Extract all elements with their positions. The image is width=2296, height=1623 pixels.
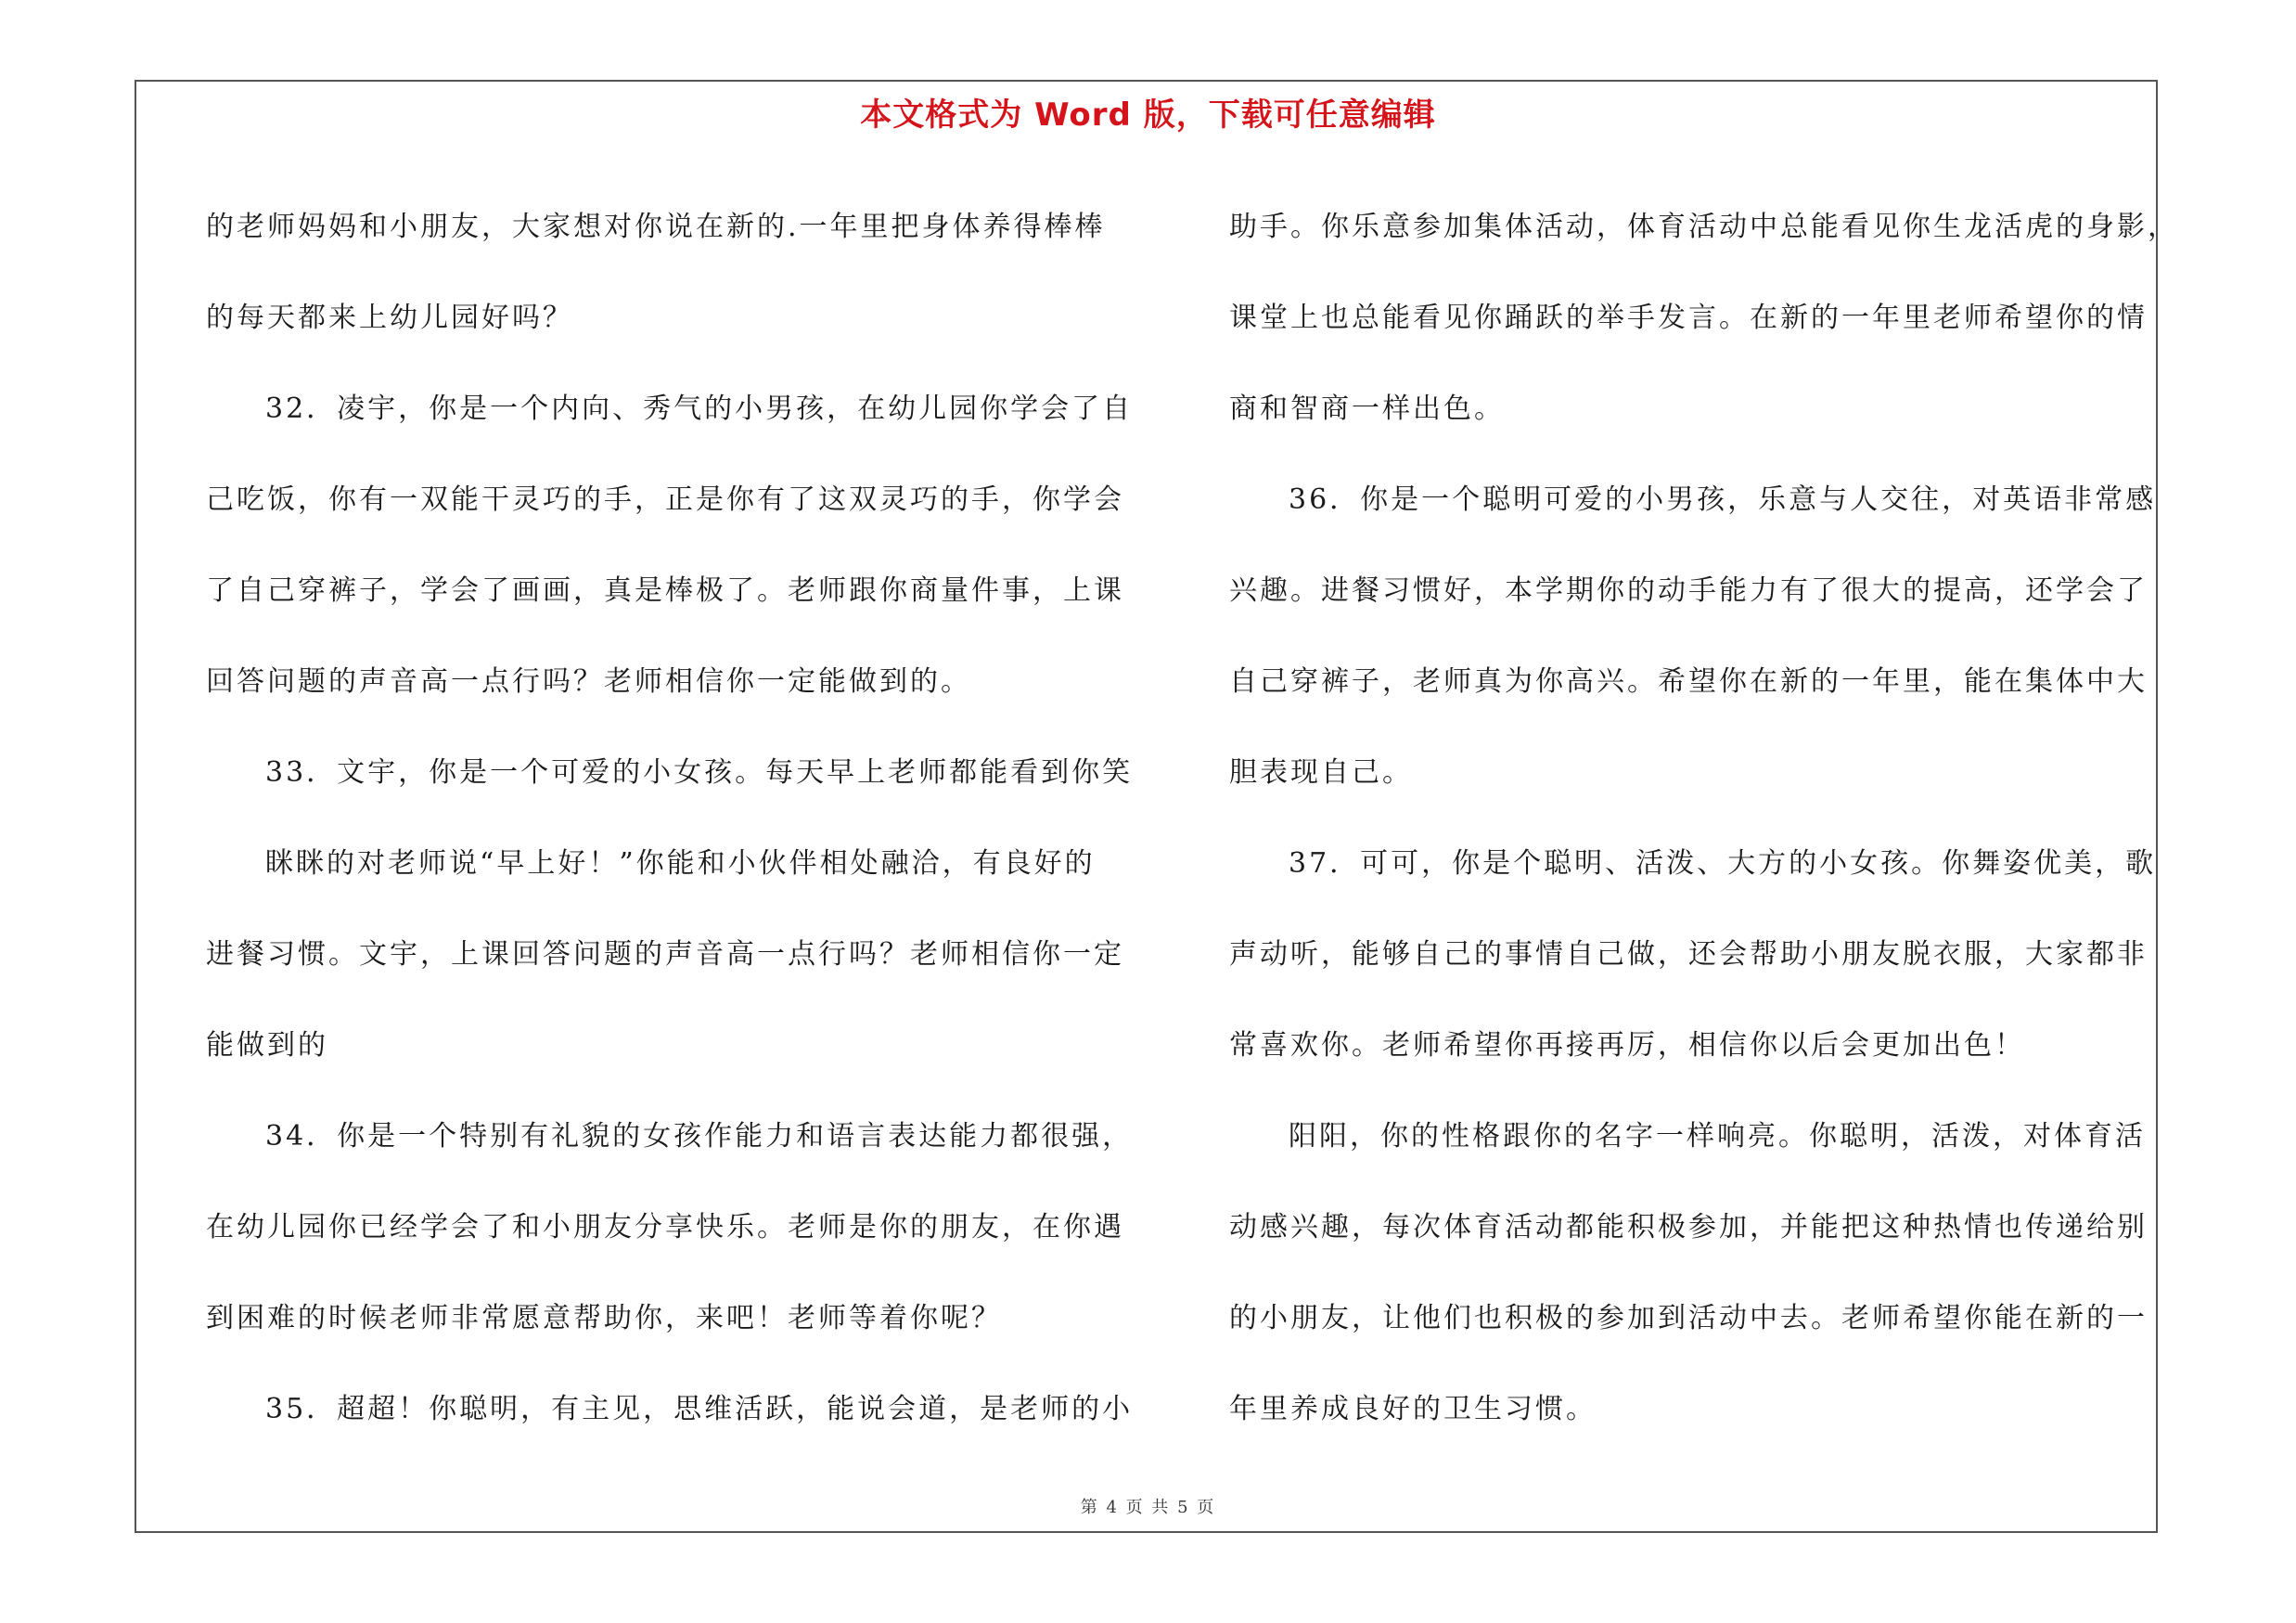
text-line: 在幼儿园你已经学会了和小朋友分享快乐。老师是你的朋友，在你遇 bbox=[206, 1211, 1124, 1243]
text-line: 37．可可，你是个聪明、活泼、大方的小女孩。你舞姿优美，歌 bbox=[1289, 847, 2157, 880]
text-line: 33．文宇，你是一个可爱的小女孩。每天早上老师都能看到你笑 bbox=[265, 756, 1134, 789]
text-line: 胆表现自己。 bbox=[1229, 756, 1413, 789]
text-line: 年里养成良好的卫生习惯。 bbox=[1229, 1393, 1597, 1425]
text-line: 36．你是一个聪明可爱的小男孩，乐意与人交往，对英语非常感 bbox=[1289, 483, 2157, 516]
text-line: 自己穿裤子，老师真为你高兴。希望你在新的一年里，能在集体中大 bbox=[1229, 665, 2148, 698]
text-line: 的小朋友，让他们也积极的参加到活动中去。老师希望你能在新的一 bbox=[1229, 1302, 2148, 1334]
format-notice-banner: 本文格式为 Word 版，下载可任意编辑 bbox=[860, 97, 1436, 134]
text-line: 到困难的时候老师非常愿意帮助你，来吧！老师等着你呢？ bbox=[206, 1302, 1002, 1334]
text-line: 助手。你乐意参加集体活动，体育活动中总能看见你生龙活虎的身影， bbox=[1229, 211, 2178, 243]
text-line: 了自己穿裤子，学会了画画，真是棒极了。老师跟你商量件事，上课 bbox=[206, 574, 1124, 607]
text-line: 常喜欢你。老师希望你再接再厉，相信你以后会更加出色！ bbox=[1229, 1029, 2025, 1062]
text-line: 回答问题的声音高一点行吗？老师相信你一定能做到的。 bbox=[206, 665, 971, 698]
text-line: 动感兴趣，每次体育活动都能积极参加，并能把这种热情也传递给别 bbox=[1229, 1211, 2148, 1243]
text-line: 商和智商一样出色。 bbox=[1229, 393, 1505, 425]
text-line: 的老师妈妈和小朋友，大家想对你说在新的.一年里把身体养得棒棒 bbox=[206, 211, 1106, 243]
text-line: 34．你是一个特别有礼貌的女孩作能力和语言表达能力都很强， bbox=[265, 1120, 1134, 1153]
text-line: 课堂上也总能看见你踊跃的举手发言。在新的一年里老师希望你的情 bbox=[1229, 302, 2148, 334]
text-line: 阳阳，你的性格跟你的名字一样响亮。你聪明，活泼，对体育活 bbox=[1289, 1120, 2146, 1153]
text-line: 己吃饭，你有一双能干灵巧的手，正是你有了这双灵巧的手，你学会 bbox=[206, 483, 1124, 516]
text-line: 眯眯的对老师说“早上好！”你能和小伙伴相处融洽，有良好的 bbox=[265, 847, 1096, 880]
text-line: 的每天都来上幼儿园好吗？ bbox=[206, 302, 573, 334]
text-line: 能做到的 bbox=[206, 1029, 328, 1062]
page-number-footer: 第 4 页 共 5 页 bbox=[1080, 1498, 1216, 1517]
left-text-column bbox=[206, 182, 1143, 1455]
text-line: 32．凌宇，你是一个内向、秀气的小男孩，在幼儿园你学会了自 bbox=[265, 393, 1134, 425]
text-line: 35．超超！你聪明，有主见，思维活跃，能说会道，是老师的小 bbox=[265, 1393, 1134, 1425]
right-text-column bbox=[1229, 182, 2178, 1455]
text-line: 进餐习惯。文宇，上课回答问题的声音高一点行吗？老师相信你一定 bbox=[206, 938, 1124, 971]
text-line: 声动听，能够自己的事情自己做，还会帮助小朋友脱衣服，大家都非 bbox=[1229, 938, 2148, 971]
text-line: 兴趣。进餐习惯好，本学期你的动手能力有了很大的提高，还学会了 bbox=[1229, 574, 2148, 607]
